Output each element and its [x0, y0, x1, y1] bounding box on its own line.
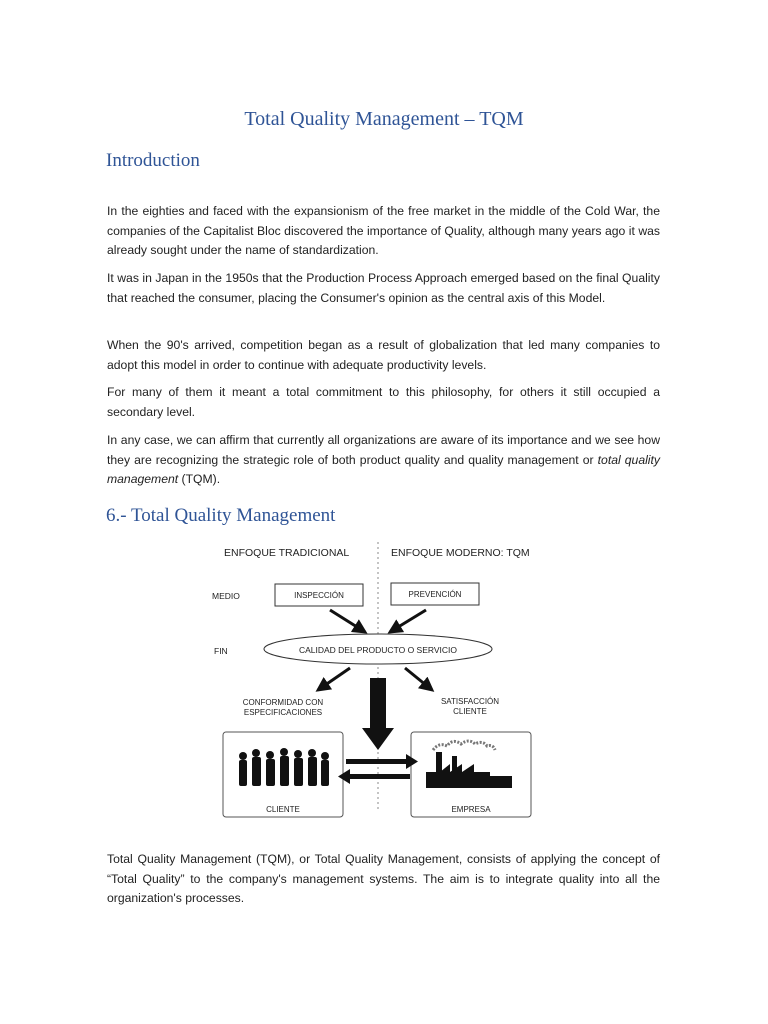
- cliente-label: CLIENTE: [266, 805, 300, 814]
- satisfaccion-line1: SATISFACCIÓN: [440, 697, 500, 706]
- paragraph-4: For many of them it meant a total commitment to this philosophy, for others it still occupied a secondary level.: [107, 385, 660, 419]
- label-medio: MEDIO: [212, 591, 240, 601]
- introduction-heading: Introduction: [106, 150, 200, 171]
- arrow-to-empresa-shaft: [346, 759, 406, 764]
- paragraph-1: In the eighties and faced with the expansionism of the free market in the middle of the Cold War, the companies of the Capitalist Bloc discovered the importance of Quality, although many years ago it was already sought under the name of standardization.: [107, 204, 660, 257]
- closing-paragraph: Total Quality Management (TQM), or Total Quality Management, consists of applying the concept of “Total Quality” to the company's management systems. The aim is to integrate quality into all the organization's processes.: [107, 852, 660, 905]
- paragraph-2: It was in Japan in the 1950s that the Production Process Approach emerged based on the final Quality that reached the consumer, placing the Consumer's opinion as the central axis of this Model.: [107, 271, 660, 305]
- calidad-label: CALIDAD DEL PRODUCTO O SERVICIO: [298, 645, 458, 655]
- paragraph-5-text: In any case, we can affirm that currently all organizations are aware of its importance and we see how they are recognizing the strategic role of both product quality and quality management or: [107, 433, 660, 467]
- satisfaccion-line2: CLIENTE: [453, 707, 487, 716]
- paragraph-3: When the 90's arrived, competition began as a result of globalization that led many companies to adopt this model in order to continue with adequate productivity levels.: [107, 338, 660, 372]
- tqm-diagram: [200, 540, 560, 830]
- header-traditional: ENFOQUE TRADICIONAL: [224, 547, 350, 559]
- arrow-prevencion: [390, 610, 426, 632]
- header-modern: ENFOQUE MODERNO: TQM: [391, 547, 530, 559]
- arrow-inspeccion: [330, 610, 365, 632]
- empresa-label: EMPRESA: [451, 805, 491, 814]
- paragraph-5-suffix: (TQM).: [178, 472, 221, 486]
- label-fin: FIN: [214, 646, 228, 656]
- inspeccion-label: INSPECCIÓN: [294, 591, 344, 600]
- big-down-arrow: [362, 678, 394, 750]
- arrow-satisfaccion: [405, 668, 432, 690]
- paragraph-5: [107, 431, 660, 490]
- conformidad-line1: CONFORMIDAD CON: [242, 698, 324, 707]
- document-title: Total Quality Management – TQM: [244, 108, 524, 130]
- section-heading: 6.- Total Quality Management: [106, 505, 336, 526]
- conformidad-line2: ESPECIFICACIONES: [243, 708, 323, 717]
- paragraph-5-italic: total quality management: [107, 452, 660, 486]
- arrow-to-cliente-shaft: [350, 774, 410, 779]
- arrow-conformidad: [318, 668, 350, 690]
- people-silhouettes-icon: [239, 748, 329, 786]
- prevencion-label: PREVENCIÓN: [408, 590, 462, 599]
